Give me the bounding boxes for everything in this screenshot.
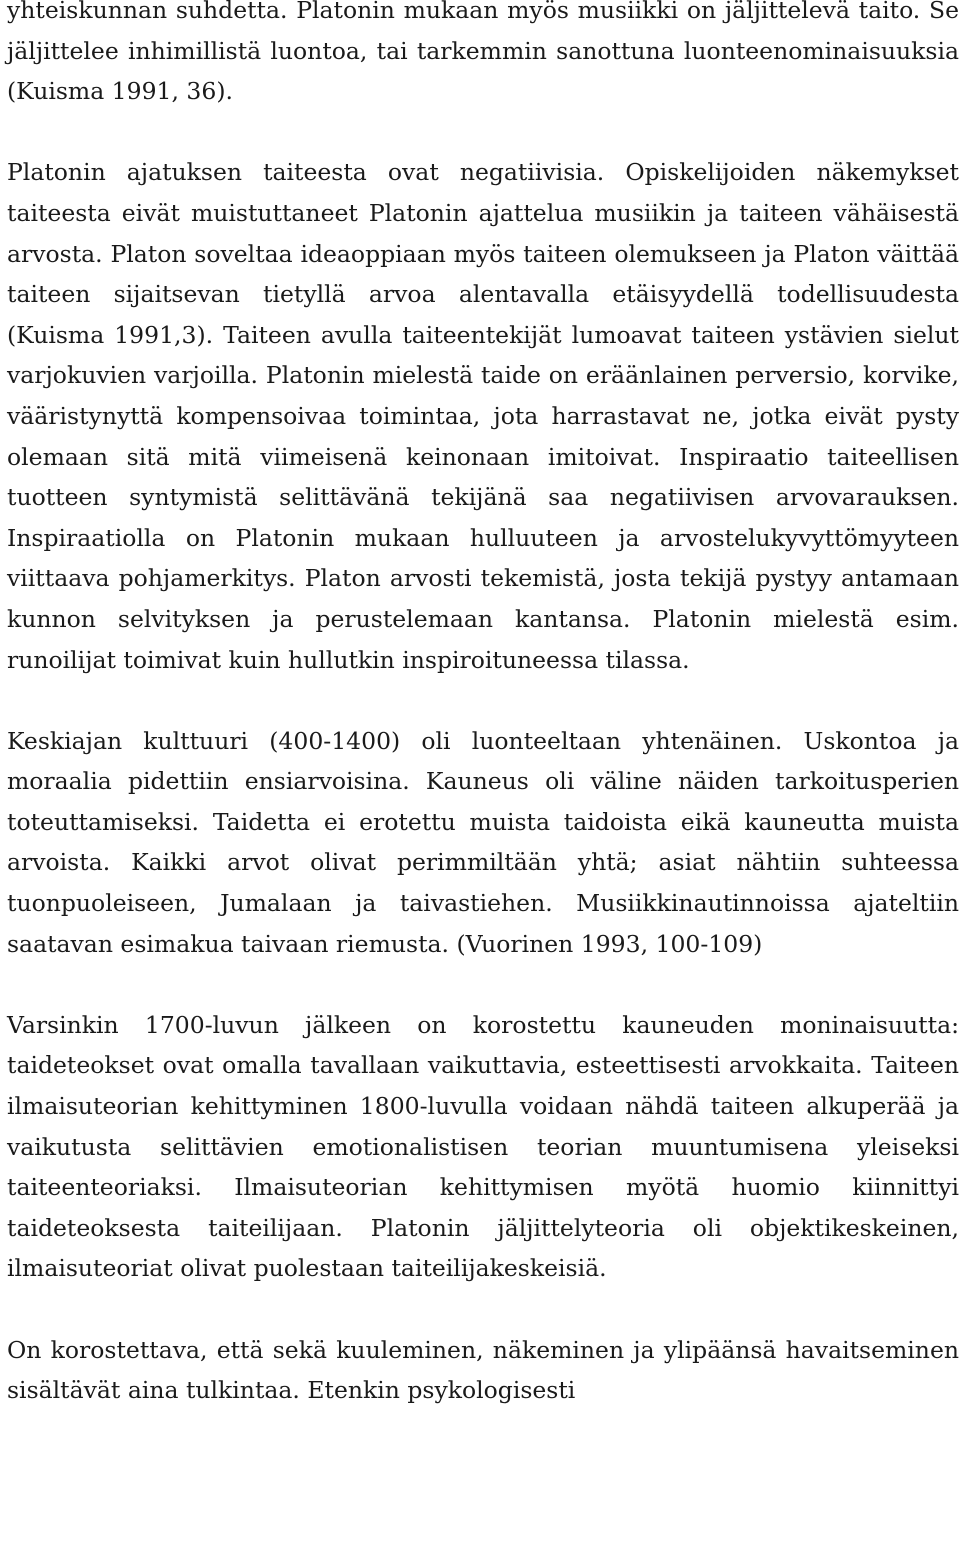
document-page [7, 0, 959, 1411]
paragraph-1700s-beauty: Varsinkin 1700-luvun jälkeen on korostettu kauneuden moninaisuutta: taideteokset ovat omalla tavallaan vaikuttavia, esteettisesti arvokkaita. Taiteen ilmaisuteorian kehittyminen 1800-luvulla voidaan nähdä taiteen alkuperää ja vaikutusta selittävien emotionalistisen teorian muuntumisena yleiseksi taiteenteoriaksi. Ilmaisuteorian kehittymisen myötä huomio kiinnittyi taideteoksesta taiteilijaan. Platonin jäljittelyteoria oli objektikeskeinen, ilmaisuteoriat olivat puolestaan taiteilijakeskeisiä. [7, 1010, 959, 1283]
paragraph-perception-interpretation: On korostettava, että sekä kuuleminen, näkeminen ja ylipäänsä havaitseminen sisältävät aina tulkintaa. Etenkin psykologisesti [7, 1335, 959, 1405]
paragraph-middle-ages: Keskiajan kulttuuri (400-1400) oli luonteeltaan yhtenäinen. Uskontoa ja moraalia pidettiin ensiarvoisina. Kauneus oli väline näiden tarkoitusperien toteuttamiseksi. Taidetta ei erotettu muista taidoista eikä kauneutta muista arvoista. Kaikki arvot olivat perimmiltään yhtä; asiat nähtiin suhteessa tuonpuoleiseen, Jumalaan ja taivastiehen. Musiikkinautinnoissa ajateltiin saatavan esimakua taivaan riemusta. (Vuorinen 1993, 100-109) [7, 726, 959, 958]
paragraph-platon-negative-views: Platonin ajatuksen taiteesta ovat negatiivisia. Opiskelijoiden näkemykset taiteesta eivät muistuttaneet Platonin ajattelua musiikin ja taiteen vähäisestä arvosta. Platon soveltaa ideaoppiaan myös taiteen olemukseen ja Platon väittää taiteen sijaitsevan tietyllä arvoa alentavalla etäisyydellä todellisuudesta (Kuisma 1991,3). Taiteen avulla taiteentekijät lumoavat taiteen ystävien sielut varjokuvien varjoilla. Platonin mielestä taide on eräänlainen perversio, korvike, vääristynyttä kompensoivaa toimintaa, jota harrastavat ne, jotka eivät pysty olemaan sitä mitä viimeisenä keinonaan imitoivat. Inspiraatio taiteellisen tuotteen syntymistä selittävänä tekijänä saa negatiivisen arvovarauksen. Inspiraatiolla on Platonin mukaan hulluuteen ja arvostelukyvyttömyyteen viittaava pohjamerkitys. Platon arvosti tekemistä, josta tekijä pystyy antamaan kunnon selvityksen ja perustelemaan kantansa. Platonin mielestä esim. runoilijat toimivat kuin hullutkin inspiroituneessa tilassa. [7, 158, 959, 674]
paragraph-platon-music: yhteiskunnan suhdetta. Platonin mukaan myös musiikki on jäljittelevä taito. Se jäljittelee inhimillistä luontoa, tai tarkemmin sanottuna luonteenominaisuuksia (Kuisma 1991, 36). [7, 0, 959, 106]
